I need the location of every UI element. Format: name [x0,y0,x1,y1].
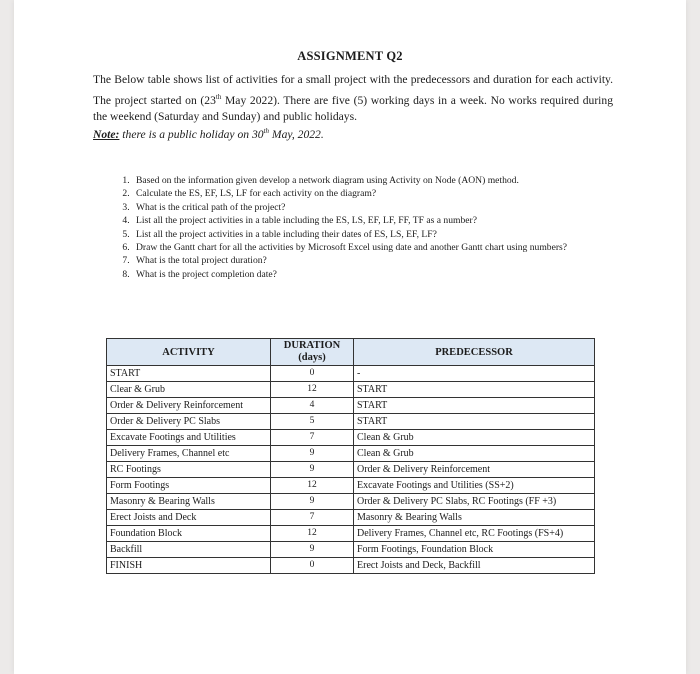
cell-duration: 7 [271,510,354,526]
table-header-row [107,339,595,366]
header-duration [271,339,354,366]
cell-duration: 5 [271,414,354,430]
cell-predecessor: - [354,366,595,382]
intro-text-part1: The Below table shows list of activities for a small project with the predecessors and duration for each activity. The project started on (23 [93,73,613,107]
cell-activity: Erect Joists and Deck [107,510,271,526]
cell-duration: 0 [271,558,354,574]
cell-predecessor: START [354,414,595,430]
cell-predecessor: Masonry & Bearing Walls [354,510,595,526]
question-list [114,174,672,281]
table-row [107,510,595,526]
cell-activity: START [107,366,271,382]
cell-activity: Order & Delivery PC Slabs [107,414,271,430]
cell-predecessor: Order & Delivery Reinforcement [354,462,595,478]
question-item: 4. List all the project activities in a table including the ES, LS, EF, LF, FF, TF as a number? [132,214,672,227]
cell-predecessor: Delivery Frames, Channel etc, RC Footings (FS+4) [354,526,595,542]
cell-activity: Order & Delivery Reinforcement [107,398,271,414]
question-item: 2. Calculate the ES, EF, LS, LF for each activity on the diagram? [132,187,672,200]
cell-predecessor: Order & Delivery PC Slabs, RC Footings (FF +3) [354,494,595,510]
cell-predecessor: START [354,398,595,414]
cell-duration: 7 [271,430,354,446]
cell-predecessor: Form Footings, Foundation Block [354,542,595,558]
cell-predecessor: Clean & Grub [354,446,595,462]
table-row [107,430,595,446]
header-activity: ACTIVITY [107,339,271,366]
note-text: there is a public holiday on 30 [119,127,264,141]
cell-predecessor: Clean & Grub [354,430,595,446]
note-label: Note: [93,127,120,141]
cell-activity: Excavate Footings and Utilities [107,430,271,446]
cell-duration: 9 [271,542,354,558]
assignment-title: ASSIGNMENT Q2 [297,49,403,63]
table-row [107,494,595,510]
table-body [107,366,595,574]
cell-duration: 12 [271,478,354,494]
question-item: 5. List all the project activities in a table including their dates of ES, LS, EF, LF? [132,228,672,241]
table-row [107,366,595,382]
cell-duration: 9 [271,462,354,478]
cell-activity: Foundation Block [107,526,271,542]
cell-duration: 12 [271,526,354,542]
question-item: 3. What is the critical path of the project? [132,201,672,214]
header-predecessor: PREDECESSOR [354,339,595,366]
table-row [107,526,595,542]
header-duration-line1: DURATION [283,340,341,351]
table-row [107,446,595,462]
cell-activity: RC Footings [107,462,271,478]
table-row [107,478,595,494]
cell-activity: Form Footings [107,478,271,494]
note-superscript: th [263,127,270,135]
header-duration-line2: (days) [298,352,326,363]
cell-duration: 9 [271,446,354,462]
table-row [107,398,595,414]
table-row [107,558,595,574]
cell-predecessor: Erect Joists and Deck, Backfill [354,558,595,574]
intro-superscript: th [215,92,222,101]
question-item: 7. What is the total project duration? [132,254,672,267]
cell-predecessor: Excavate Footings and Utilities (SS+2) [354,478,595,494]
table-row [107,462,595,478]
table-row [107,542,595,558]
question-item: 8. What is the project completion date? [132,268,672,281]
cell-duration: 12 [271,382,354,398]
question-item: 1. Based on the information given develop a network diagram using Activity on Node (AON) method. [132,174,672,187]
cell-activity: Delivery Frames, Channel etc [107,446,271,462]
cell-duration: 9 [271,494,354,510]
table-row [107,414,595,430]
cell-activity: FINISH [107,558,271,574]
intro-paragraph [93,72,613,125]
note-tail: May, 2022. [269,127,324,141]
cell-duration: 0 [271,366,354,382]
cell-predecessor: START [354,382,595,398]
intro-text-part2: May 2022). There are five (5) working days in a week. No works required during the weekend (Saturday and Sunday) and public holidays. [93,93,613,123]
activity-table [106,338,595,574]
cell-activity: Masonry & Bearing Walls [107,494,271,510]
table-row [107,382,595,398]
cell-activity: Clear & Grub [107,382,271,398]
cell-duration: 4 [271,398,354,414]
question-item: 6. Draw the Gantt chart for all the activities by Microsoft Excel using date and another Gantt chart using numbers? [132,241,672,254]
cell-activity: Backfill [107,542,271,558]
note-line [93,127,324,141]
document-page [14,0,686,674]
